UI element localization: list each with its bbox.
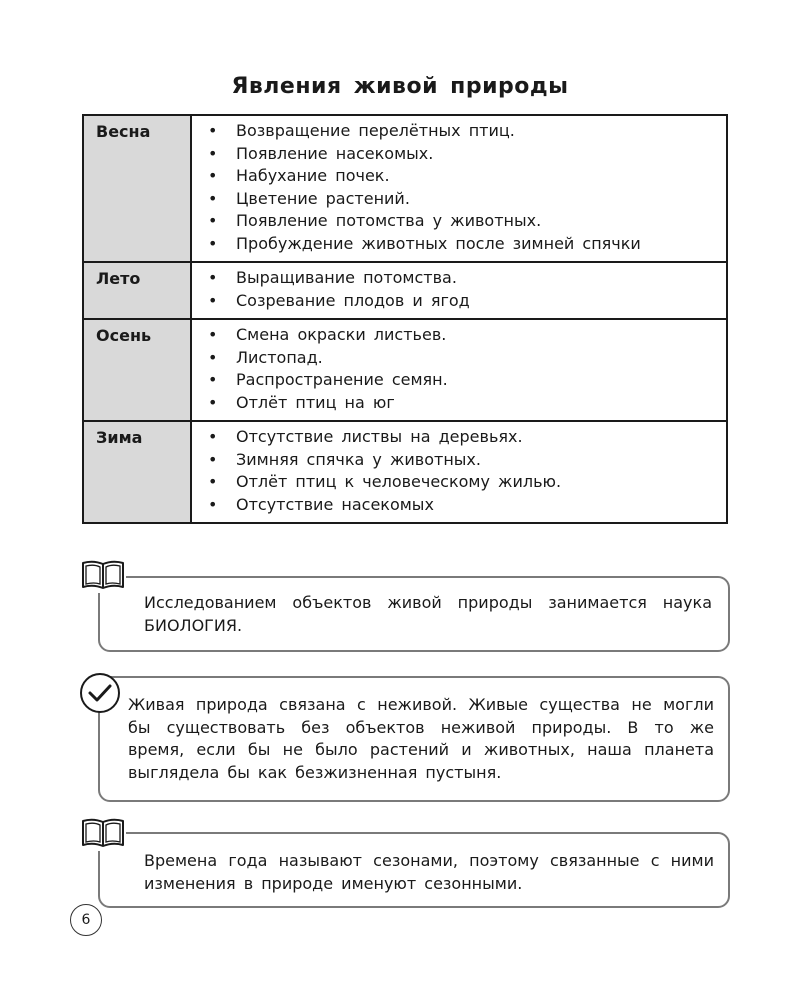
- bullet-icon: •: [208, 472, 218, 491]
- checkmark-icon: [78, 671, 122, 715]
- list-item: • Отсутствие листвы на деревьях.: [206, 426, 718, 449]
- list-item: • Распространение семян.: [206, 369, 718, 392]
- info-note: [98, 832, 730, 908]
- bullet-icon: •: [208, 143, 218, 163]
- season-items-list: [206, 426, 718, 516]
- list-item: • Пробуждение животных после зимней спячки: [206, 233, 718, 256]
- bullet-icon: •: [208, 166, 218, 185]
- season-name: Осень: [83, 319, 191, 421]
- seasons-table: [82, 114, 728, 524]
- table-row: [83, 421, 727, 523]
- bullet-icon: •: [208, 290, 218, 310]
- bullet-icon: •: [208, 121, 218, 140]
- table-row: [83, 319, 727, 421]
- note-text: Исследованием объектов живой природы занимается наука БИОЛОГИЯ.: [144, 593, 712, 635]
- table-row: [83, 262, 727, 319]
- list-item: • Отлёт птиц на юг: [206, 392, 718, 415]
- info-note: [98, 576, 730, 652]
- season-name: Зима: [83, 421, 191, 523]
- list-item: • Появление насекомых.: [206, 143, 718, 166]
- bullet-icon: •: [208, 427, 218, 446]
- bullet-icon: •: [208, 494, 218, 514]
- season-name: Лето: [83, 262, 191, 319]
- bullet-icon: •: [208, 233, 218, 253]
- note-text: Живая природа связана с неживой. Живые существа не могли бы существовать без объектов неживой природы. В то же время, если бы не было растений и животных, наша планета выглядела бы как безжизненная пустыня.: [128, 695, 714, 782]
- list-item: • Созревание плодов и ягод: [206, 290, 718, 313]
- bullet-icon: •: [208, 370, 218, 389]
- bullet-icon: •: [208, 449, 218, 469]
- season-items-list: [206, 267, 718, 312]
- book-icon: [80, 557, 126, 593]
- list-item: • Цветение растений.: [206, 188, 718, 211]
- bullet-icon: •: [208, 211, 218, 230]
- list-item: • Зимняя спячка у животных.: [206, 449, 718, 472]
- list-item: • Отлёт птиц к человеческому жилью.: [206, 471, 718, 494]
- season-items-list: [206, 120, 718, 255]
- season-items-list: [206, 324, 718, 414]
- list-item: • Листопад.: [206, 347, 718, 370]
- bullet-icon: •: [208, 347, 218, 367]
- list-item: • Возвращение перелётных птиц.: [206, 120, 718, 143]
- list-item: • Отсутствие насекомых: [206, 494, 718, 517]
- list-item: • Смена окраски листьев.: [206, 324, 718, 347]
- list-item: • Появление потомства у животных.: [206, 210, 718, 233]
- bullet-icon: •: [208, 392, 218, 412]
- bullet-icon: •: [208, 268, 218, 287]
- page-number: 6: [70, 904, 102, 936]
- season-name: Весна: [83, 115, 191, 262]
- book-icon: [80, 815, 126, 851]
- list-item: • Выращивание потомства.: [206, 267, 718, 290]
- bullet-icon: •: [208, 188, 218, 208]
- note-text: Времена года называют сезонами, поэтому связанные с ними изменения в природе именуют сезонными.: [144, 851, 714, 893]
- list-item: • Набухание почек.: [206, 165, 718, 188]
- info-note: [98, 676, 730, 802]
- page-title: Явления живой природы: [231, 74, 569, 99]
- bullet-icon: •: [208, 325, 218, 344]
- table-row: [83, 115, 727, 262]
